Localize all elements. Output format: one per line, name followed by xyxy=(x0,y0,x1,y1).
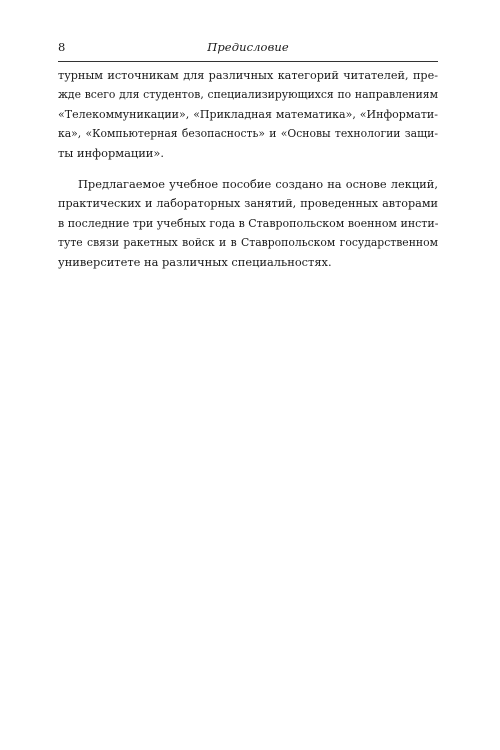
text-line: жде всего для студентов, специализирующихся по направлениям xyxy=(58,88,438,102)
text-line: ка», «Компьютерная безопасность» и «Основы технологии защи- xyxy=(58,127,438,141)
paragraph-origin xyxy=(58,175,438,272)
running-header xyxy=(58,40,438,58)
text-line: турным источникам для различных категорий читателей, пре- xyxy=(58,69,438,82)
paragraph-spacing xyxy=(58,163,438,175)
text-line: в последние три учебных года в Ставропольском военном инсти- xyxy=(58,216,439,230)
text-line: Предлагаемое учебное пособие создано на основе лекций, xyxy=(78,176,438,191)
body-text xyxy=(58,66,438,272)
text-line: туте связи ракетных войск и в Ставропольском государственном xyxy=(58,236,438,250)
section-title: Предисловие xyxy=(207,40,289,54)
paragraph-continuation xyxy=(58,66,438,163)
text-line: университете на различных специальностях. xyxy=(58,254,332,269)
text-line: практических и лабораторных занятий, проведенных авторами xyxy=(58,197,438,211)
page-number: 8 xyxy=(58,40,66,54)
text-line: «Телекоммуникации», «Прикладная математика», «Информати- xyxy=(58,107,438,121)
text-line: ты информации». xyxy=(58,145,164,160)
header-rule xyxy=(58,61,438,62)
